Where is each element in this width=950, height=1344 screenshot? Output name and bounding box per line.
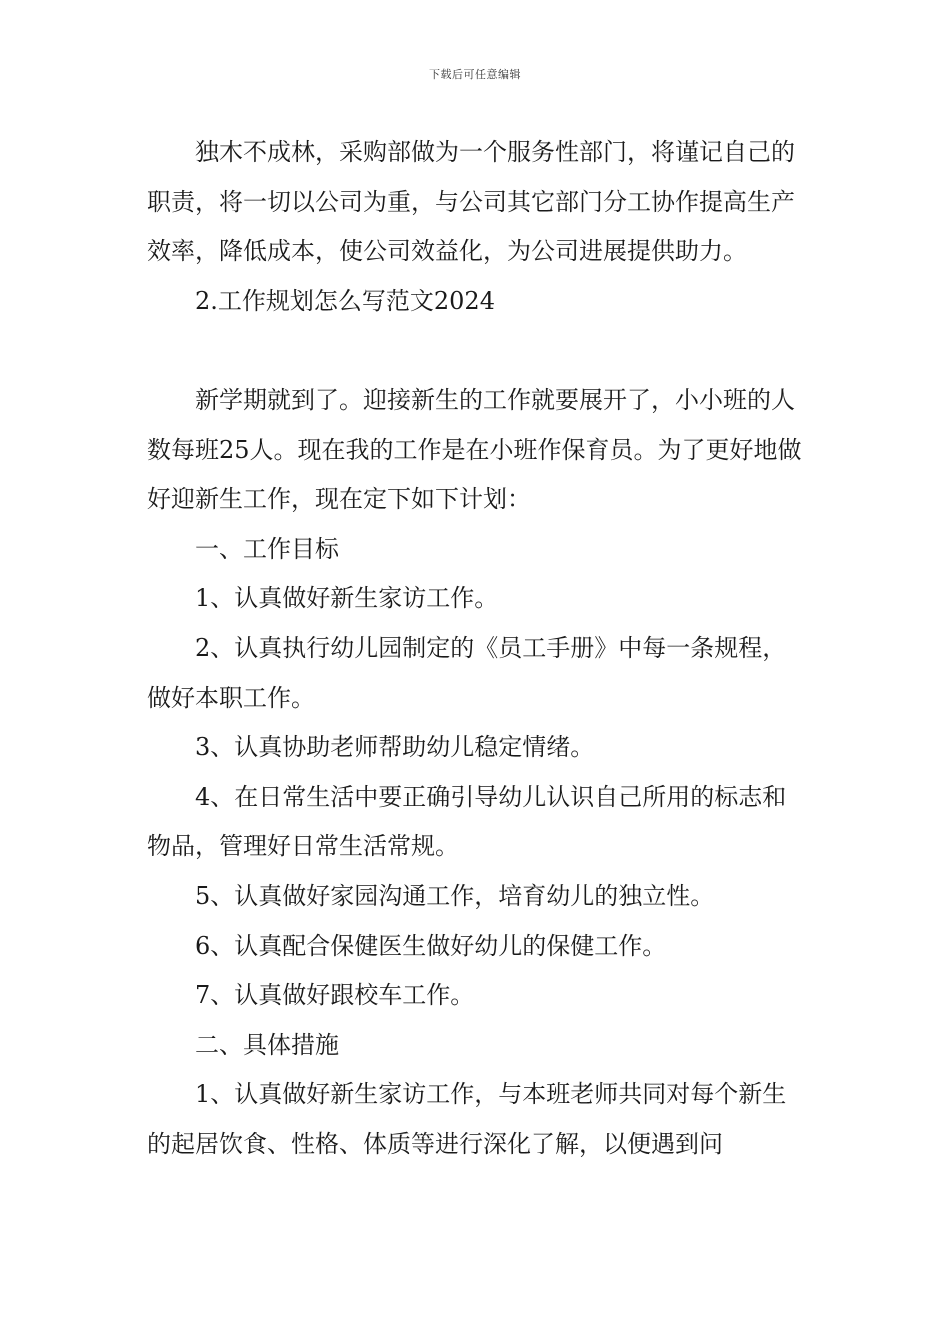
paragraph-new-semester: 新学期就到了。迎接新生的工作就要展开了，小小班的人数每班25人。现在我的工作是在小班作保育员。为了更好地做好迎新生工作，现在定下如下计划： bbox=[147, 385, 802, 514]
goal-item-5: 5、认真做好家园沟通工作，培育幼儿的独立性。 bbox=[195, 881, 715, 910]
heading-work-goals: 一、工作目标 bbox=[195, 534, 339, 563]
goal-item-4: 4、在日常生活中要正确引导幼儿认识自己所用的标志和物品，管理好日常生活常规。 bbox=[147, 782, 787, 861]
heading-specific-measures: 二、具体措施 bbox=[195, 1030, 339, 1059]
measure-item-1: 1、认真做好新生家访工作，与本班老师共同对每个新生的起居饮食、性格、体质等进行深化了解，以便遇到问 bbox=[147, 1080, 787, 1158]
document-body bbox=[147, 128, 807, 1169]
goal-item-2: 2、认真执行幼儿园制定的《员工手册》中每一条规程，做好本职工作。 bbox=[147, 633, 787, 712]
blank-line bbox=[147, 326, 807, 376]
goal-item-1: 1、认真做好新生家访工作。 bbox=[195, 584, 499, 613]
goal-item-7: 7、认真做好跟校车工作。 bbox=[195, 981, 475, 1010]
goal-item-6: 6、认真配合保健医生做好幼儿的保健工作。 bbox=[195, 931, 667, 960]
paragraph-purchasing: 独木不成林，采购部做为一个服务性部门，将谨记自己的职责，将一切以公司为重，与公司其它部门分工协作提高生产效率，降低成本，使公司效益化，为公司进展提供助力。 bbox=[147, 138, 795, 266]
section-heading-work-plan: 2.工作规划怎么写范文2024 bbox=[195, 286, 495, 315]
page-header: 下载后可任意编辑 bbox=[429, 68, 521, 81]
goal-item-3: 3、认真协助老师帮助幼儿稳定情绪。 bbox=[195, 733, 595, 762]
